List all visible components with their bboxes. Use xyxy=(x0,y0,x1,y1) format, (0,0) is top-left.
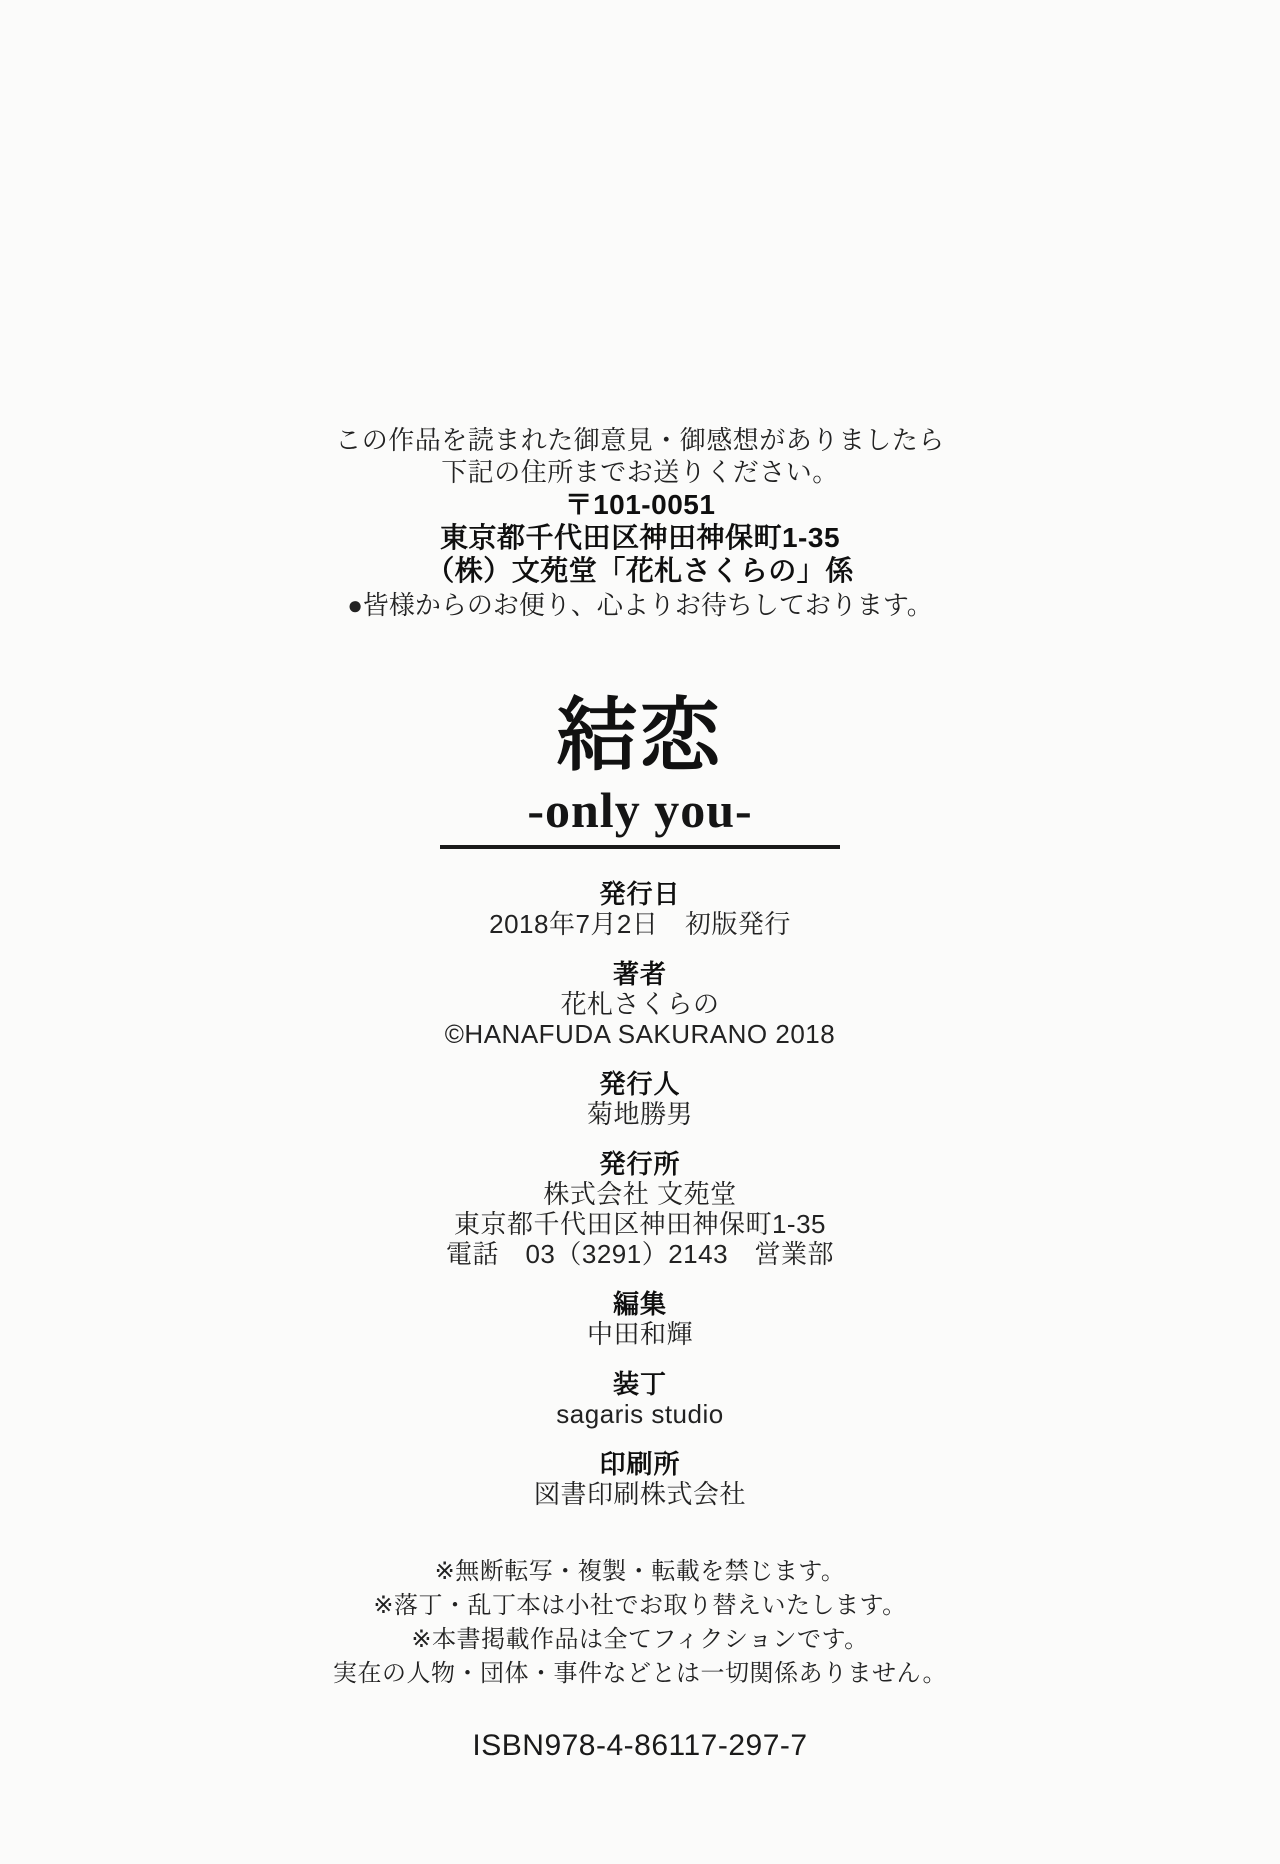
book-title-kanji: 結恋 xyxy=(557,693,723,781)
feedback-address: 東京都千代田区神田神保町1-35 xyxy=(439,522,841,553)
publisher-phone: 電話 03（3291）2143 営業部 xyxy=(445,1239,835,1269)
feedback-line-2: 下記の住所までお送りください。 xyxy=(441,457,839,487)
reader-feedback-block xyxy=(0,424,1280,621)
section-publishing-office xyxy=(0,1149,1280,1269)
publisher-address: 東京都千代田区神田神保町1-35 xyxy=(453,1209,827,1239)
book-title-block xyxy=(0,693,1280,849)
section-label: 印刷所 xyxy=(599,1449,681,1479)
postal-code: 〒101-0051 xyxy=(564,489,716,520)
section-issue-date xyxy=(0,879,1280,939)
notice-fiction: ※本書掲載作品は全てフィクションです。 xyxy=(411,1626,869,1653)
section-label: 発行所 xyxy=(599,1149,681,1179)
section-book-design xyxy=(0,1369,1280,1429)
section-line: 2018年7月2日 初版発行 xyxy=(489,909,791,939)
section-line: 花札さくらの xyxy=(560,989,720,1019)
section-author xyxy=(0,959,1280,1049)
section-label: 著者 xyxy=(612,959,667,989)
section-label: 編集 xyxy=(612,1289,667,1319)
section-line: sagaris studio xyxy=(556,1399,724,1429)
section-editor xyxy=(0,1289,1280,1349)
section-line: 菊地勝男 xyxy=(586,1099,693,1129)
feedback-line-1: この作品を読まれた御意見・御感想がありましたら xyxy=(335,425,945,455)
section-label: 発行日 xyxy=(599,879,681,909)
notice-fiction-continued: 実在の人物・団体・事件などとは一切関係ありません。 xyxy=(333,1660,947,1687)
feedback-recipient: （株）文苑堂「花札さくらの」係 xyxy=(426,555,854,586)
section-label: 発行人 xyxy=(599,1069,681,1099)
book-title-subtitle: -only you- xyxy=(527,782,753,838)
publisher-name: 株式会社 文苑堂 xyxy=(543,1179,737,1209)
section-printer xyxy=(0,1449,1280,1509)
section-label: 装丁 xyxy=(612,1369,667,1399)
isbn-text: ISBN978-4-86117-297-7 xyxy=(472,1729,808,1762)
notice-defective-copies: ※落丁・乱丁本は小社でお取り替えいたします。 xyxy=(373,1592,907,1619)
section-publisher-person xyxy=(0,1069,1280,1129)
title-underline-rule xyxy=(440,845,840,849)
copyright-line: ©HANAFUDA SAKURANO 2018 xyxy=(444,1019,836,1049)
feedback-note: ●皆様からのお便り、心よりお待ちしております。 xyxy=(347,590,933,620)
legal-notices-block xyxy=(0,1555,1280,1691)
section-line: 中田和輝 xyxy=(586,1319,693,1349)
notice-no-reproduction: ※無断転写・複製・転載を禁じます。 xyxy=(434,1558,846,1585)
section-line: 図書印刷株式会社 xyxy=(533,1479,746,1509)
